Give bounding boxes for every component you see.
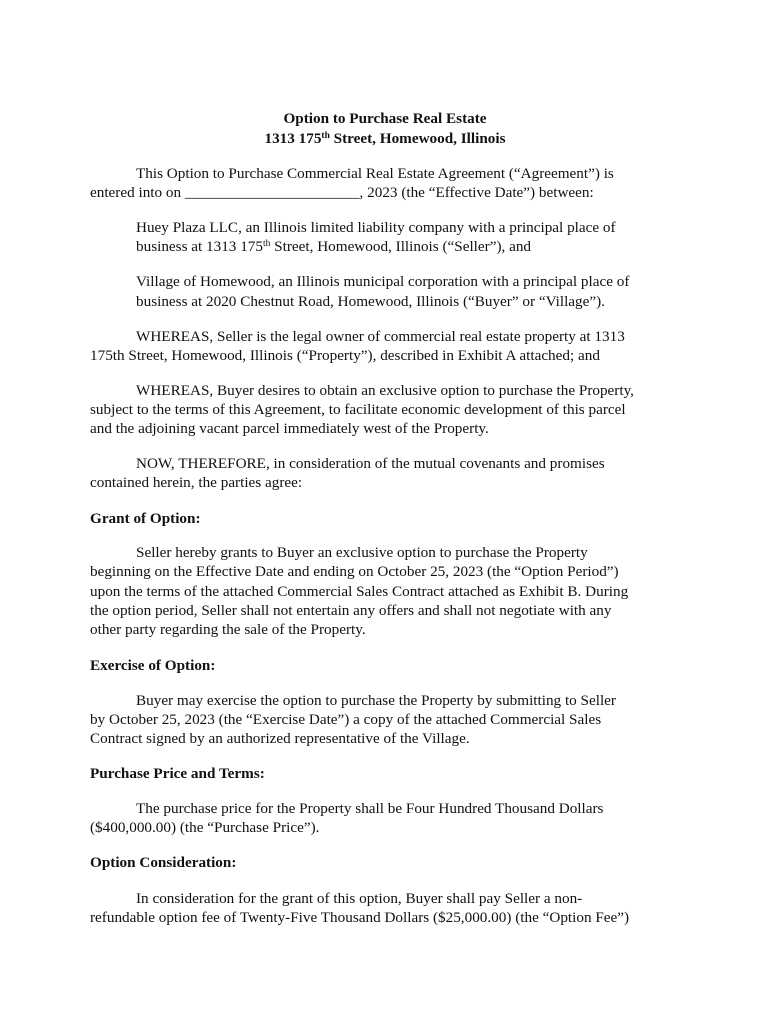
- document-title: Option to Purchase Real Estate: [283, 110, 487, 127]
- seller-line-1: Huey Plaza LLC, an Illinois limited liability company with a principal place of: [136, 219, 616, 236]
- grant-line-5: other party regarding the sale of the Property.: [90, 621, 366, 638]
- buyer-line-1: Village of Homewood, an Illinois municipal corporation with a principal place of: [136, 273, 630, 290]
- exercise-heading: Exercise of Option:: [90, 657, 216, 674]
- whereas-2-line-1: WHEREAS, Buyer desires to obtain an exclusive option to purchase the Property,: [136, 382, 634, 399]
- subtitle-sup: th: [321, 131, 330, 141]
- seller-line-2: [136, 238, 531, 256]
- grant-heading: Grant of Option:: [90, 510, 201, 527]
- grant-line-4: the option period, Seller shall not entertain any offers and shall not negotiate with any: [90, 602, 612, 619]
- seller-line-2-pre: business at 1313 175: [136, 238, 263, 255]
- whereas-1-line-2: 175th Street, Homewood, Illinois (“Property”), described in Exhibit A attached; and: [90, 347, 600, 364]
- price-line-2: ($400,000.00) (the “Purchase Price”).: [90, 819, 320, 836]
- price-line-1: The purchase price for the Property shall be Four Hundred Thousand Dollars: [136, 800, 604, 817]
- document-subtitle: [0, 130, 770, 148]
- intro-line-1: This Option to Purchase Commercial Real Estate Agreement (“Agreement”) is: [136, 165, 614, 182]
- exercise-line-3: Contract signed by an authorized representative of the Village.: [90, 730, 470, 747]
- exercise-line-1: Buyer may exercise the option to purchase the Property by submitting to Seller: [136, 692, 616, 709]
- whereas-2-line-2: subject to the terms of this Agreement, to facilitate economic development of this parcel: [90, 401, 626, 418]
- whereas-1-line-1: WHEREAS, Seller is the legal owner of commercial real estate property at 1313: [136, 328, 625, 345]
- price-heading: Purchase Price and Terms:: [90, 765, 265, 782]
- seller-line-2-sup: th: [262, 239, 271, 249]
- subtitle-post: Street, Homewood, Illinois: [329, 130, 506, 147]
- whereas-2-line-3: and the adjoining vacant parcel immediately west of the Property.: [90, 420, 489, 437]
- therefore-line-1: NOW, THEREFORE, in consideration of the mutual covenants and promises: [136, 455, 605, 472]
- grant-line-2: beginning on the Effective Date and ending on October 25, 2023 (the “Option Period”): [90, 563, 619, 580]
- grant-line-1: Seller hereby grants to Buyer an exclusive option to purchase the Property: [136, 544, 588, 561]
- seller-line-2-post: Street, Homewood, Illinois (“Seller”), and: [270, 238, 532, 255]
- consideration-line-1: In consideration for the grant of this option, Buyer shall pay Seller a non-: [136, 890, 583, 907]
- grant-line-3: upon the terms of the attached Commercial Sales Contract attached as Exhibit B. During: [90, 583, 629, 600]
- consideration-heading: Option Consideration:: [90, 854, 237, 871]
- therefore-line-2: contained herein, the parties agree:: [90, 474, 303, 491]
- consideration-line-2: refundable option fee of Twenty-Five Thousand Dollars ($25,000.00) (the “Option Fee”): [90, 909, 630, 926]
- exercise-line-2: by October 25, 2023 (the “Exercise Date”) a copy of the attached Commercial Sales: [90, 711, 602, 728]
- subtitle-pre: 1313 175: [264, 130, 322, 147]
- buyer-line-2: business at 2020 Chestnut Road, Homewood, Illinois (“Buyer” or “Village”).: [136, 293, 605, 310]
- intro-line-2: entered into on _______________________, 2023 (the “Effective Date”) between:: [90, 184, 594, 201]
